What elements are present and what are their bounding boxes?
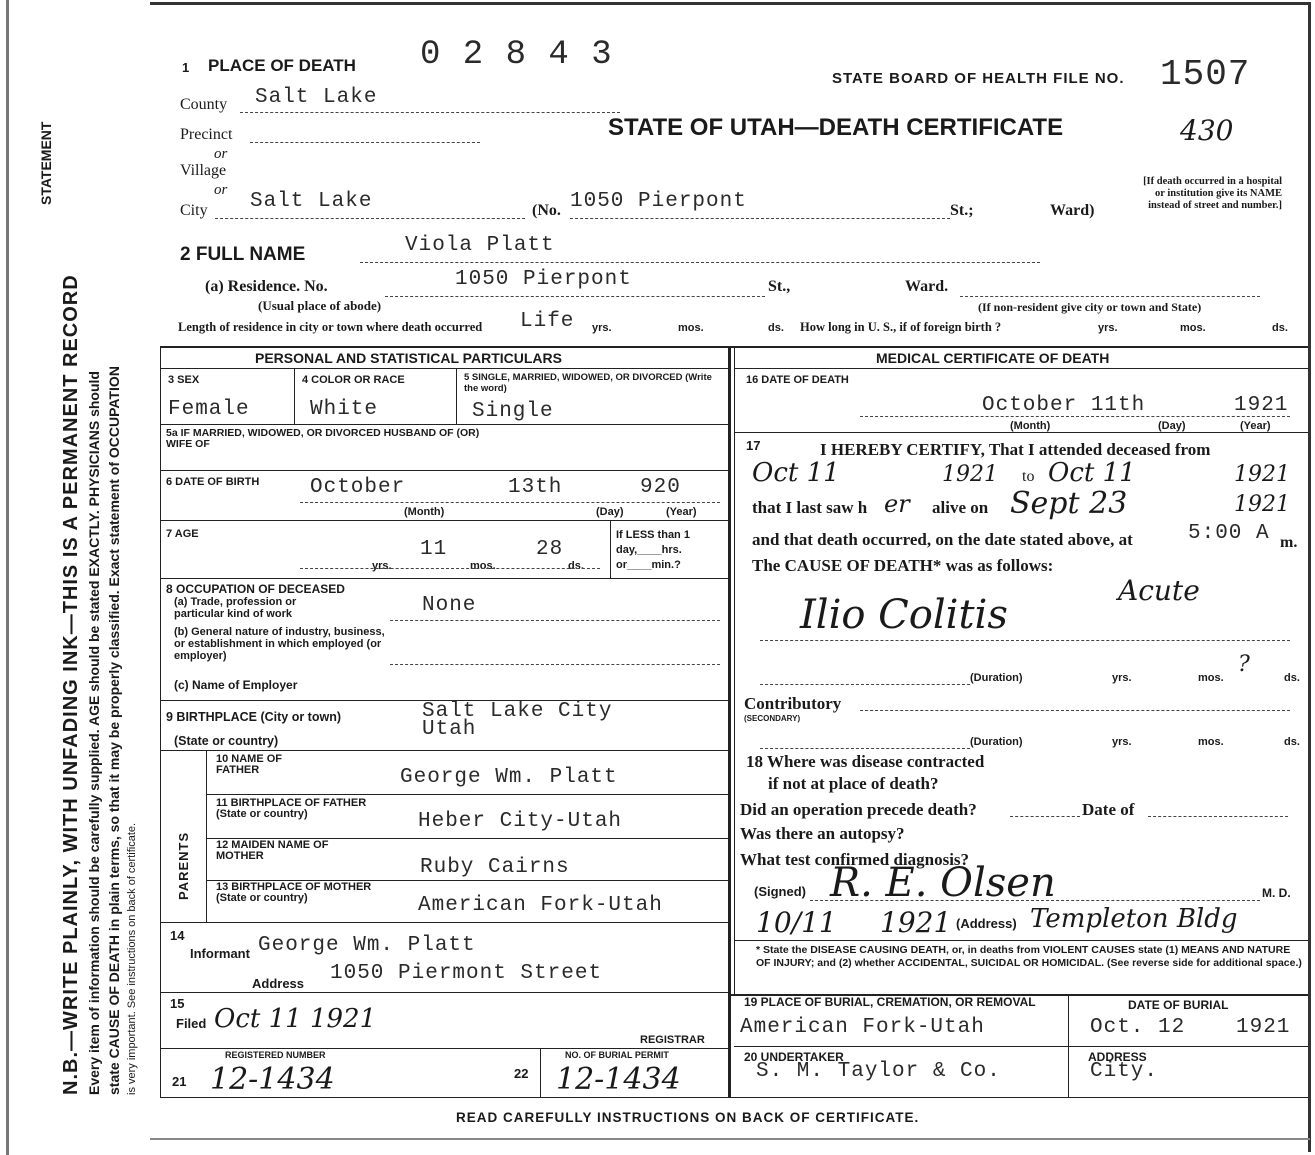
occupation-label: 8 OCCUPATION OF DECEASED <box>166 582 345 596</box>
duration-yrs-1: yrs. <box>1112 672 1132 684</box>
signed-date: 10/11 <box>756 906 837 939</box>
undertaker-address-label: ADDRESS <box>1088 1050 1147 1064</box>
secondary-label: (SECONDARY) <box>744 714 801 723</box>
informant-value: George Wm. Platt <box>258 934 476 957</box>
birthplace-city: Salt Lake City <box>422 700 613 723</box>
county-label: County <box>180 96 228 113</box>
occupation-a-label: (a) Trade, profession or particular kind of work <box>174 596 297 620</box>
full-name-label: 2 FULL NAME <box>180 244 306 265</box>
contributory-label: Contributory <box>744 694 842 713</box>
death-date-value: October 11th <box>982 394 1146 417</box>
test-label: What test confirmed diagnosis? <box>740 850 970 869</box>
signed-row-bottom <box>734 940 1308 941</box>
death-date-row-bottom <box>734 432 1308 433</box>
autopsy-label: Was there an autopsy? <box>740 824 905 843</box>
occupation-b-line <box>390 664 720 665</box>
registrar-label: REGISTRAR <box>640 1034 705 1046</box>
center-divider <box>728 346 731 1098</box>
duration-mos-2: mos. <box>1198 736 1224 748</box>
certificate-number: 0 2 8 4 3 <box>420 36 613 74</box>
us-mos-label: mos. <box>1180 322 1206 334</box>
no-label: (No. <box>532 202 561 219</box>
duration-mos-1: mos. <box>1198 672 1224 684</box>
violent-causes-footnote: * State the DISEASE CAUSING DEATH, or, in deaths from VIOLENT CAUSES state (1) MEANS AND NATURE OF INJURY; and (2) whether ACCIDENTAL, SUICIDAL OR HOMICIDAL. (See reverse side for additional space.) <box>756 944 1302 969</box>
residence-line <box>385 296 765 297</box>
md-label: M. D. <box>1262 886 1291 900</box>
age-divider <box>610 520 611 578</box>
last-saw-text: that I last saw h <box>752 498 868 517</box>
operation-label: Did an operation precede death? <box>740 800 977 819</box>
death-date-label: 16 DATE OF DEATH <box>746 374 849 386</box>
length-mos-label: mos. <box>678 322 704 334</box>
personal-section-header: PERSONAL AND STATISTICAL PARTICULARS <box>255 350 562 366</box>
margin-instruction-line-2: Every item of information should be carefully supplied. AGE should be stated EXACTLY. PHYSICIANS should <box>86 371 102 1095</box>
age-days: 28 <box>536 538 564 561</box>
informant-address-value: 1050 Piermont Street <box>330 962 603 985</box>
full-name-value: Viola Platt <box>405 234 555 257</box>
occupation-b-label: (b) General nature of industry, business, or establishment in which employed (or employer) <box>174 626 385 662</box>
marital-value: Single <box>472 400 554 423</box>
father-name-row-bottom <box>206 794 728 795</box>
if-not-place-label: if not at place of death? <box>768 774 939 793</box>
residence-ward-label: Ward. <box>905 278 949 295</box>
parents-divider <box>206 750 207 922</box>
registered-number-prefix: 21 <box>172 1074 187 1089</box>
color-value: White <box>310 398 379 421</box>
death-year-value: 1921 <box>1234 394 1289 417</box>
nonresident-note: (If non-resident give city or town and State) <box>978 300 1202 314</box>
mother-name-label: 12 MAIDEN NAME OF MOTHER <box>216 839 329 862</box>
length-yrs-label: yrs. <box>592 322 612 334</box>
burial-place-label: 19 PLACE OF BURIAL, CREMATION, OR REMOVAL <box>744 995 1036 1009</box>
father-birth: Heber City-Utah <box>418 810 623 833</box>
left-border <box>160 346 161 1098</box>
hospital-note: [If death occurred in a hospital or institution give its NAME instead of street and number.] <box>1143 176 1282 211</box>
residence-st-label: St., <box>768 278 791 295</box>
spouse-row-bottom <box>160 470 728 471</box>
right-header-line <box>734 368 1308 369</box>
county-value: Salt Lake <box>255 86 378 109</box>
top-edge <box>150 2 1310 5</box>
age-mos-label: mos. <box>470 560 496 572</box>
burial-year-value: 1921 <box>1236 1016 1291 1039</box>
birthplace-state: Utah <box>422 718 477 741</box>
certify-text: I HEREBY CERTIFY, That I attended deceased from <box>820 440 1211 459</box>
or-label-1: or <box>214 146 228 162</box>
mother-birth: American Fork-Utah <box>418 894 663 917</box>
marital-label: 5 SINGLE, MARRIED, WIDOWED, OR DIVORCED (Write the word) <box>464 372 712 394</box>
left-edge <box>6 0 9 1155</box>
st-label: St.; <box>950 202 974 219</box>
filed-label: Filed <box>176 1016 207 1031</box>
ward-label: Ward) <box>1050 202 1095 219</box>
mother-name: Ruby Cairns <box>420 856 570 879</box>
burial-permit-value: 12-1434 <box>556 1062 681 1097</box>
city-line <box>215 218 525 219</box>
dob-day-caption: (Day) <box>596 506 624 518</box>
color-divider <box>456 368 457 424</box>
usual-abode-label: (Usual place of abode) <box>258 298 382 313</box>
alive-on-text: alive on <box>932 498 989 517</box>
informant-row-bottom <box>160 992 728 993</box>
burial-permit-label: NO. OF BURIAL PERMIT <box>565 1050 669 1060</box>
dob-row-bottom <box>160 520 728 521</box>
informant-address-label: Address <box>252 976 305 991</box>
attended-from: Oct 11 <box>752 458 840 488</box>
sex-label: 3 SEX <box>168 374 200 386</box>
margin-instruction-line-3: state CAUSE OF DEATH in plain terms, so that it may be properly classified. Exact statement of OCCUPATION <box>106 366 122 1095</box>
cause-of-death-label: The CAUSE OF DEATH* was as follows: <box>752 556 1054 575</box>
filed-value: Oct 11 1921 <box>214 1004 377 1034</box>
age-yrs-label: yrs. <box>372 560 392 572</box>
right-edge <box>1308 2 1311 1152</box>
attended-to: Oct 11 <box>1048 458 1136 488</box>
dob-line <box>300 502 720 503</box>
occupation-line <box>390 620 720 621</box>
medical-section-header: MEDICAL CERTIFICATE OF DEATH <box>876 350 1110 366</box>
signed-label: (Signed) <box>754 884 806 899</box>
burial-place-value: American Fork-Utah <box>740 1016 985 1039</box>
margin-main-notice: N.B.—WRITE PLAINLY, WITH UNFADING INK—THIS IS A PERMANENT RECORD <box>60 274 82 1095</box>
place-of-death-label: PLACE OF DEATH <box>208 56 356 75</box>
duration-label-1: (Duration) <box>970 672 1023 684</box>
if-less-label: If LESS than 1 day,____hrs. or____min.? <box>616 529 690 571</box>
parents-side-label: PARENTS <box>176 831 191 900</box>
file-number: 1507 <box>1160 54 1251 95</box>
cause-line <box>760 640 1290 641</box>
age-line <box>300 568 600 569</box>
dob-label: 6 DATE OF BIRTH <box>166 476 260 488</box>
mother-birth-row-bottom <box>160 922 728 923</box>
registered-number-label: REGISTERED NUMBER <box>225 1050 326 1060</box>
sex-value: Female <box>168 398 250 421</box>
father-birth-label: 11 BIRTHPLACE OF FATHER (State or country) <box>216 797 367 820</box>
cause-of-death-extra: Acute <box>1118 574 1200 607</box>
city-value: Salt Lake <box>250 190 373 213</box>
informant-number: 14 <box>170 928 185 943</box>
age-row-bottom <box>160 578 728 579</box>
death-occurred-text: and that death occurred, on the date stated above, at <box>752 530 1133 549</box>
duration-label-2: (Duration) <box>970 736 1023 748</box>
how-long-label: How long in U. S., if of foreign birth ? <box>800 320 1002 334</box>
sex-row-bottom <box>160 424 728 425</box>
occupation-c-label: (c) Name of Employer <box>174 678 298 692</box>
burial-row-bottom <box>734 1046 1308 1047</box>
signed-value: R. E. Olsen <box>830 860 1056 906</box>
occupation-value: None <box>422 594 477 617</box>
birthplace-state-label: (State or country) <box>174 734 279 748</box>
to-label: to <box>1022 468 1035 485</box>
father-name: George Wm. Platt <box>400 766 618 789</box>
us-yrs-label: yrs. <box>1098 322 1118 334</box>
age-label: 7 AGE <box>166 528 199 540</box>
sex-divider <box>294 368 295 424</box>
residence-ward-line <box>960 296 1260 297</box>
color-label: 4 COLOR OR RACE <box>302 374 405 386</box>
or-label-2: or <box>214 182 228 198</box>
doctor-address-value: Templeton Bldg <box>1030 904 1238 934</box>
dob-day: 13th <box>508 476 563 499</box>
death-month-caption: (Month) <box>1010 420 1051 432</box>
date-of-label: Date of <box>1082 800 1135 819</box>
state-board-label: STATE BOARD OF HEALTH FILE NO. <box>832 70 1125 87</box>
filed-row-bottom <box>160 1048 728 1049</box>
village-label: Village <box>180 162 227 179</box>
permit-divider <box>540 1048 541 1097</box>
residence-label: (a) Residence. No. <box>205 278 328 295</box>
left-header-line <box>160 368 728 369</box>
local-number: 430 <box>1180 114 1234 147</box>
length-of-residence-value: Life <box>520 310 575 333</box>
county-line <box>240 112 620 113</box>
death-day-caption: (Day) <box>1158 420 1186 432</box>
birthplace-label: 9 BIRTHPLACE (City or town) <box>166 710 341 724</box>
duration-yrs-2: yrs. <box>1112 736 1132 748</box>
certify-number: 17 <box>746 438 761 453</box>
address-line <box>570 218 950 219</box>
mother-birth-label: 13 BIRTHPLACE OF MOTHER (State or country) <box>216 881 372 904</box>
contributory-line <box>860 710 1290 711</box>
date-of-line <box>1148 816 1288 817</box>
duration-ds-1: ds. <box>1284 672 1300 684</box>
us-ds-label: ds. <box>1272 322 1288 334</box>
burial-date-value: Oct. 12 <box>1090 1016 1186 1039</box>
attended-from-year: 1921 <box>942 462 998 487</box>
full-name-line <box>360 262 1040 263</box>
place-of-death-number: 1 <box>182 60 190 75</box>
death-date-line <box>860 416 1290 417</box>
last-saw-date: Sept 23 <box>1010 486 1128 521</box>
spouse-label: 5a IF MARRIED, WIDOWED, OR DIVORCED HUSBAND OF (OR) WIFE OF <box>166 427 480 450</box>
undertaker-value: S. M. Taylor & Co. <box>756 1060 1001 1083</box>
death-time: 5:00 A <box>1188 522 1270 545</box>
length-of-residence-label: Length of residence in city or town where death occurred <box>178 320 483 334</box>
margin-instruction-line-4: is very important. See instructions on back of certificate. <box>126 822 138 1095</box>
city-label: City <box>180 202 208 219</box>
dob-month: October <box>310 476 406 499</box>
where-contracted-label: 18 Where was disease contracted <box>746 752 985 771</box>
margin-statement: STATEMENT <box>38 121 54 205</box>
dob-year: 920 <box>640 476 681 499</box>
residence-value: 1050 Pierpont <box>455 268 632 291</box>
duration-line-2 <box>760 748 970 749</box>
signed-line <box>810 900 1260 901</box>
center-divider-2 <box>734 346 735 996</box>
last-saw-pronoun: er <box>884 490 910 518</box>
duration-ds-2: ds. <box>1284 736 1300 748</box>
undertaker-address-value: City. <box>1090 1060 1159 1083</box>
duration-line-1 <box>760 684 970 685</box>
registered-number-value: 12-1434 <box>210 1062 335 1097</box>
filed-number: 15 <box>170 996 185 1011</box>
death-address-value: 1050 Pierpont <box>570 190 747 213</box>
dob-year-caption: (Year) <box>666 506 697 518</box>
burial-date-label: DATE OF BURIAL <box>1128 998 1229 1012</box>
signed-year: 1921 <box>880 906 952 939</box>
bottom-edge <box>150 1138 1310 1140</box>
informant-label: Informant <box>190 946 250 961</box>
precinct-line <box>250 142 480 143</box>
duration-mos-value: ? <box>1238 652 1250 677</box>
age-months: 11 <box>420 538 448 561</box>
certificate-title: STATE OF UTAH—DEATH CERTIFICATE <box>608 114 1064 141</box>
m-label: m. <box>1280 534 1298 551</box>
footer-instruction: READ CAREFULLY INSTRUCTIONS ON BACK OF CERTIFICATE. <box>456 1110 920 1125</box>
undertaker-label: 20 UNDERTAKER <box>744 1050 844 1064</box>
doctor-address-label: (Address) <box>956 916 1017 931</box>
death-year-caption: (Year) <box>1240 420 1271 432</box>
length-ds-label: ds. <box>768 322 784 334</box>
birthplace-row-bottom <box>160 750 728 751</box>
burial-permit-prefix: 22 <box>514 1066 529 1081</box>
father-name-label: 10 NAME OF FATHER <box>216 753 283 776</box>
age-ds-label: ds. <box>568 560 584 572</box>
last-saw-year: 1921 <box>1234 492 1290 517</box>
main-section-bottom-line <box>160 1097 1308 1098</box>
cause-of-death-value: Ilio Colitis <box>800 592 1008 638</box>
attended-to-year: 1921 <box>1234 462 1290 487</box>
precinct-label: Precinct <box>180 126 233 143</box>
dob-month-caption: (Month) <box>404 506 445 518</box>
operation-line <box>1010 816 1080 817</box>
